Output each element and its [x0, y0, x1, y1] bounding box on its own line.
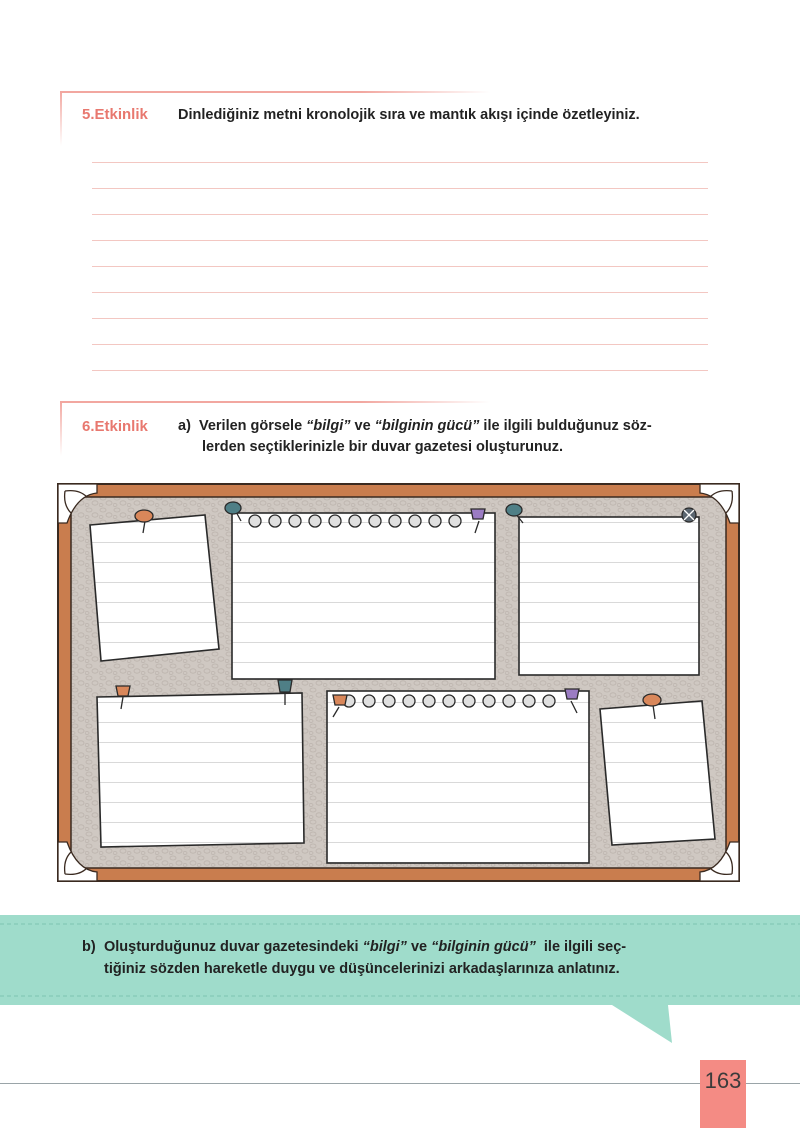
bulletin-board	[57, 483, 740, 882]
activity-5-instruction: Dinlediğiniz metni kronolojik sıra ve mantık akışı içinde özetleyiniz.	[178, 107, 640, 123]
page-number: 163	[704, 1068, 742, 1093]
writing-line[interactable]	[92, 344, 708, 345]
note-paper	[519, 517, 699, 675]
push-pin-icon	[682, 508, 696, 522]
part-a-text: lerden seçtiklerinizle bir duvar gazetesi oluşturunuz.	[202, 439, 563, 455]
note-paper	[90, 515, 219, 661]
part-b-text: tiğiniz sözden hareketle duygu ve düşüncelerinizi arkadaşlarınıza anlatınız.	[104, 961, 620, 977]
part-a-text: ile ilgili bulduğunuz söz-	[479, 418, 652, 434]
note-paper	[232, 513, 495, 679]
writing-line[interactable]	[92, 214, 708, 215]
term-bilgi: “bilgi”	[306, 418, 351, 434]
note-paper	[327, 691, 589, 863]
part-b-text: ve	[406, 939, 432, 955]
part-a-text: Verilen görsele	[198, 418, 307, 434]
part-b-text: ile ilgili seç-	[535, 939, 627, 955]
writing-line[interactable]	[92, 162, 708, 163]
speech-banner	[0, 915, 800, 1045]
activity-6-header-line	[60, 401, 490, 403]
activity-5-label: 5.Etkinlik	[82, 106, 148, 123]
writing-line[interactable]	[92, 240, 708, 241]
activity-6-label: 6.Etkinlik	[82, 418, 148, 435]
activity-6a-instruction	[178, 416, 718, 458]
term-bilginin-gucu: “bilginin gücü”	[374, 418, 480, 434]
footer-rule	[0, 1083, 800, 1084]
activity-5-header-line	[60, 91, 490, 93]
activity-6-header-vline	[60, 401, 62, 456]
part-b-text: Oluşturduğunuz duvar gazetesindeki	[104, 939, 363, 955]
activity-5-header-vline	[60, 91, 62, 146]
note-paper	[600, 701, 715, 845]
part-a-marker: a)	[178, 418, 191, 434]
writing-line[interactable]	[92, 370, 708, 371]
writing-line[interactable]	[92, 292, 708, 293]
note-paper	[97, 693, 304, 847]
writing-line[interactable]	[92, 266, 708, 267]
writing-line[interactable]	[92, 318, 708, 319]
part-a-text: ve	[350, 418, 375, 434]
term-bilgi: “bilgi”	[362, 939, 407, 955]
term-bilginin-gucu: “bilginin gücü”	[431, 939, 536, 955]
part-b-marker: b)	[82, 939, 96, 955]
writing-line[interactable]	[92, 188, 708, 189]
activity-6b-instruction	[82, 936, 722, 980]
